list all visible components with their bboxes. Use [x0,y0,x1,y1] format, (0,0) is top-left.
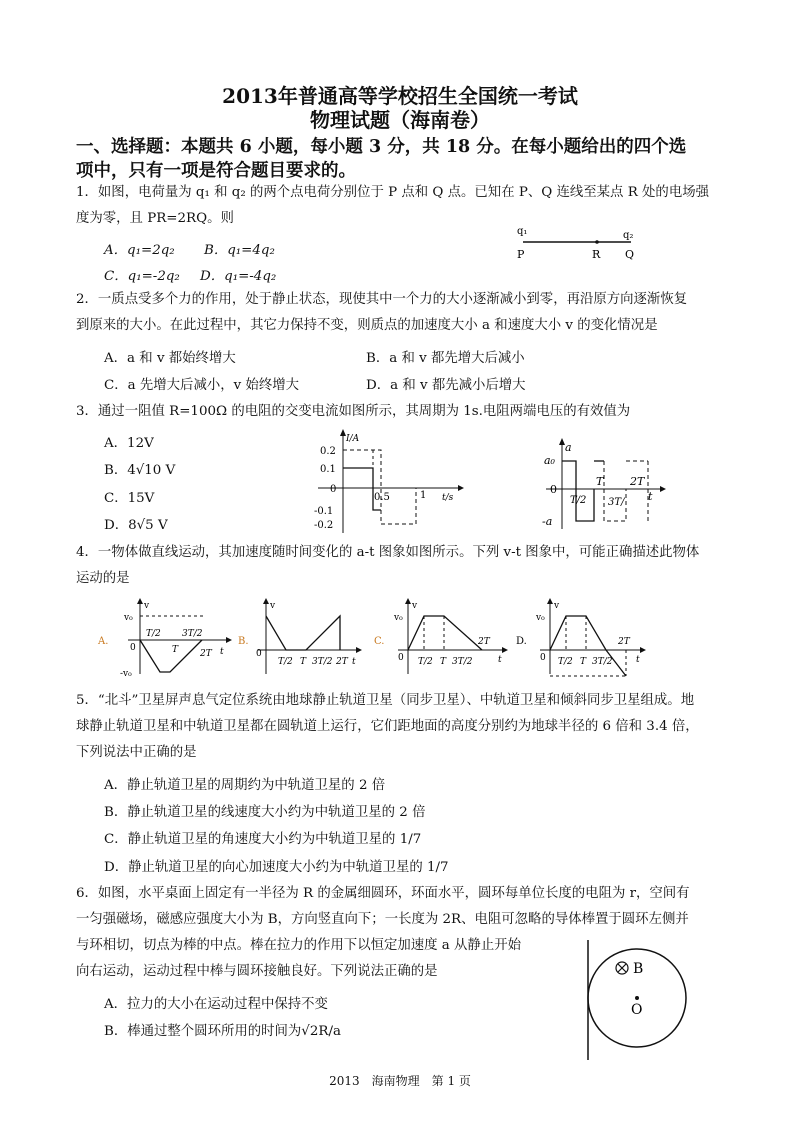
q4-at-tick-3T2: 3T/ [608,497,625,508]
q6-fig-b-label: B [633,961,644,977]
q3-tick-1: 1 [420,490,427,501]
q4-vt-graph-c[interactable] [372,598,512,678]
q1-fig-q1-label: q₁ [517,226,528,237]
q6-stem-line2: 一匀强磁场，磁感应强度大小为 B，方向竖直向下；一长度为 2R、电阻可忽略的导体棒置于圆环左侧并 [76,912,689,927]
q4-vt-b-2T: 2T [336,657,348,667]
q4-vt-a-T: T [172,645,179,655]
q4-vt-c-t: t [498,655,502,665]
q3-option-a[interactable]: A．12V [104,436,154,451]
q4-vt-a-zero: 0 [130,643,136,653]
q4-vt-graph-d[interactable] [514,598,650,678]
q4-vt-a-nv0: -v₀ [120,669,132,678]
q5-option-a[interactable]: A．静止轨道卫星的周期约为中轨道卫星的 2 倍 [104,778,386,793]
q4-at-tick-2T: 2T [630,475,645,488]
q4-vt-c-v0: v₀ [394,613,403,623]
q4-vt-d-t: t [636,655,640,665]
q4-vt-d-zero: 0 [540,653,546,663]
q4-vt-a-2T: 2T [200,649,212,659]
q4-vt-d-label: D. [516,636,527,647]
q4-at-zero: 0 [550,483,557,496]
q4-at-ylabel: a [565,441,572,454]
q1-fig-r-label: R [592,248,601,261]
q2-option-c[interactable]: C．a 先增大后减小，v 始终增大 [104,378,299,393]
q1-option-b[interactable]: B．q₁=4q₂ [204,243,275,258]
q4-vt-d-3T2: 3T/2 [592,657,613,667]
q4-stem-line1: 4．一物体做直线运动，其加速度随时间变化的 a-t 图象如图所示。下列 v-t 图象中，可能正确描述此物体 [76,545,700,560]
q2-stem-line2: 到原来的大小。在此过程中，其它力保持不变，则质点的加速度大小 a 和速度大小 v 的变化情况是 [76,318,658,333]
q4-vt-graph-b[interactable] [236,598,366,678]
q6-fig-o-label: O [631,1002,643,1018]
exam-title: 2013年普通高等学校招生全国统一考试 [222,84,578,108]
q4-at-a0: a₀ [544,454,555,467]
q4-vt-c-T2: T/2 [418,657,433,667]
q4-vt-d-T2: T/2 [558,657,573,667]
q6-stem-line4: 向右运动，运动过程中棒与圆环接触良好。下列说法正确的是 [76,964,438,979]
q4-vt-d-v0: v₀ [536,613,545,623]
q1-stem-line2: 度为零，且 PR=2RQ。则 [76,211,234,226]
ring-center-dot [635,996,639,1000]
q4-vt-c-v: v [412,601,418,611]
q4-acceleration-graph [538,437,668,531]
q1-stem-line1: 1．如图，电荷量为 q₁ 和 q₂ 的两个点电荷分别位于 P 点和 Q 点。已知在 P、Q 连线至某点 R 处的电场强 [76,185,709,200]
q4-vt-d-T: T [580,657,587,667]
q4-vt-b-zero: 0 [256,649,262,659]
q1-charges-figure [505,224,645,266]
q4-vt-c-zero: 0 [398,653,404,663]
q4-at-tick-T: T [596,475,604,488]
q3-option-d[interactable]: D．8√5 V [104,518,168,533]
q3-tick-0: 0 [330,484,337,495]
q1-option-a[interactable]: A．q₁=2q₂ [104,243,175,258]
q5-stem-line3: 下列说法中正确的是 [76,745,197,760]
q6-stem-line3: 与环相切，切点为棒的中点。棒在拉力的作用下以恒定加速度 a 从静止开始 [76,938,521,953]
q3-option-b[interactable]: B．4√10 V [104,463,176,478]
q2-option-d[interactable]: D．a 和 v 都先减小后增大 [366,378,526,393]
q2-option-a[interactable]: A．a 和 v 都始终增大 [104,351,236,366]
q4-vt-b-T2: T/2 [278,657,293,667]
q4-vt-b-v: v [270,601,276,611]
q4-vt-a-T2: T/2 [146,629,161,639]
q5-option-c[interactable]: C．静止轨道卫星的角速度大小约为中轨道卫星的 1/7 [104,832,422,847]
q1-fig-p-label: P [517,248,525,261]
section-heading-line2: 项中，只有一项是符合题目要求的。 [76,161,356,181]
q3-tick-0.2: 0.2 [320,446,336,457]
q4-at-xlabel: t [648,490,653,503]
q3-graph-ylabel: I/A [346,434,360,444]
q3-graph-xlabel: t/s [442,493,454,503]
q4-vt-a-label: A. [98,636,109,647]
q5-option-d[interactable]: D．静止轨道卫星的向心加速度大小约为中轨道卫星的 1/7 [104,860,449,875]
q3-stem-line1: 3．通过一阻值 R=100Ω 的电阻的交变电流如图所示，其周期为 1s.电阻两端电压的有效值为 [76,404,631,419]
q4-vt-c-3T2: 3T/2 [452,657,473,667]
q4-vt-b-T: T [300,657,307,667]
q6-ring-figure [578,938,688,1062]
q4-vt-graph-a[interactable] [96,598,236,678]
q4-vt-a-3T2: 3T/2 [182,629,203,639]
q4-vt-c-label: C. [374,636,385,647]
q3-tick-neg0.1: -0.1 [314,506,334,517]
q4-vt-c-T: T [440,657,447,667]
q4-at-neg-a: -a [542,515,553,528]
q5-stem-line2: 球静止轨道卫星和中轨道卫星都在圆轨道上运行，它们距地面的高度分别约为地球半径的 6 倍和 3.4 倍， [76,719,699,734]
section-heading-line1: 一、选择题：本题共 6 小题，每小题 3 分，共 18 分。在每小题给出的四个选 [76,137,687,157]
q1-fig-q-label: Q [625,248,635,261]
q6-option-a[interactable]: A．拉力的大小在运动过程中保持不变 [104,997,328,1012]
q5-stem-line1: 5．“北斗”卫星屏声息气定位系统由地球静止轨道卫星（同步卫星）、中轨道卫星和倾斜同步卫星组成。地 [76,693,695,708]
q4-stem-line2: 运动的是 [76,571,130,586]
q5-option-b[interactable]: B．静止轨道卫星的线速度大小约为中轨道卫星的 2 倍 [104,805,426,820]
q6-stem-line1: 6．如图，水平桌面上固定有一半径为 R 的金属细圆环，环面水平，圆环每单位长度的电阻为 r，空间有 [76,886,690,901]
q4-at-tick-T2: T/2 [570,495,587,506]
q4-vt-d-v: v [554,601,560,611]
q4-vt-a-v0: v₀ [124,613,133,623]
q3-option-c[interactable]: C．15V [104,491,155,506]
q1-option-d[interactable]: D．q₁=-4q₂ [200,269,277,284]
exam-subtitle: 物理试题（海南卷） [310,108,490,132]
q2-stem-line1: 2．一质点受多个力的作用，处于静止状态，现使其中一个力的大小逐渐减小到零，再沿原方向逐渐恢复 [76,292,688,307]
q1-fig-q2-label: q₂ [623,230,634,241]
q3-tick-0.1: 0.1 [320,464,336,475]
q1-option-c[interactable]: C．q₁=-2q₂ [104,269,180,284]
q3-tick-0.5: 0.5 [374,492,390,503]
q6-option-b[interactable]: B．棒通过整个圆环所用的时间为√2R/a [104,1024,341,1039]
q4-vt-b-3T2: 3T/2 [312,657,333,667]
q4-vt-d-2T: 2T [618,637,630,647]
q3-current-graph [308,428,468,538]
q3-tick-neg0.2: -0.2 [314,520,334,531]
page-footer: 2013 海南物理 第 1 页 [329,1074,471,1088]
q4-vt-a-t: t [220,647,224,657]
q4-vt-a-v: v [144,601,150,611]
q4-vt-b-t: t [352,657,356,667]
q4-vt-b-label: B. [238,636,249,647]
q2-option-b[interactable]: B．a 和 v 都先增大后减小 [366,351,525,366]
q4-vt-c-2T: 2T [478,637,490,647]
